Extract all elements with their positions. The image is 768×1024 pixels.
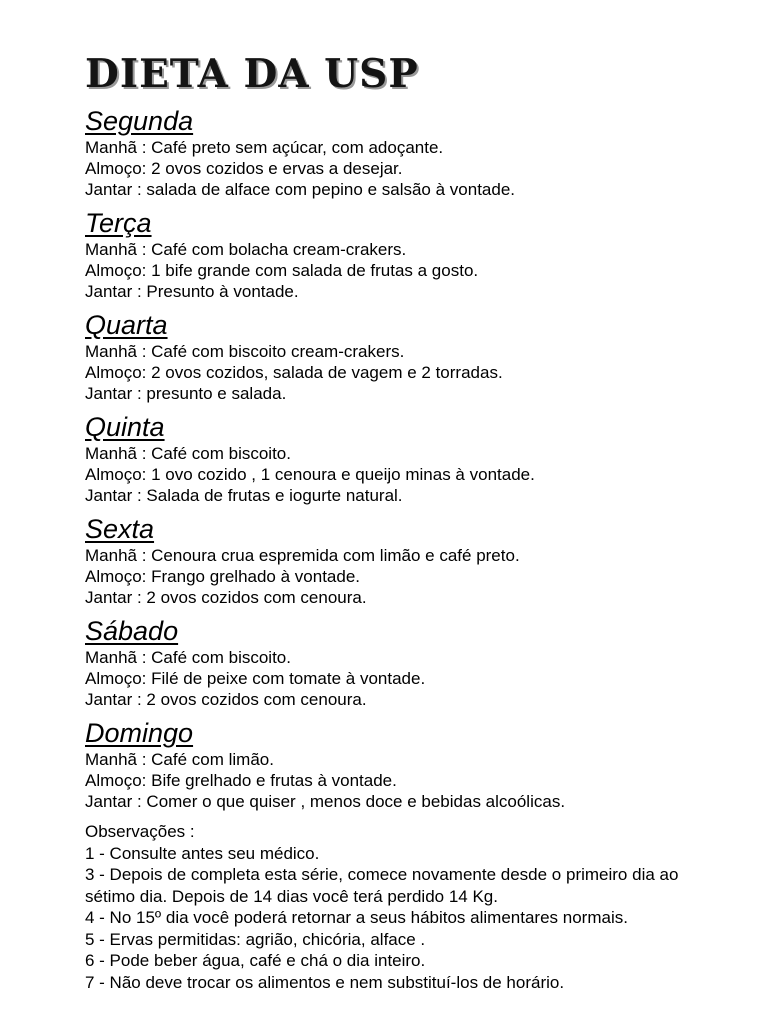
meal-line-jantar: Jantar : Presunto à vontade. [85, 282, 299, 301]
meal-line-almoco: Almoço: Frango grelhado à vontade. [85, 567, 361, 586]
day-heading-quinta: Quinta [85, 412, 165, 442]
observation-item-1: 1 - Consulte antes seu médico. [85, 843, 320, 863]
meal-line-manha: Manhã : Cenoura crua espremida com limão e café preto. [85, 546, 520, 565]
day-section-quinta [85, 414, 698, 506]
day-section-sabado [85, 618, 698, 710]
meal-line-manha: Manhã : Café com biscoito cream-crakers. [85, 342, 405, 361]
meal-line-jantar: Jantar : 2 ovos cozidos com cenoura. [85, 690, 367, 709]
day-heading-sabado: Sábado [85, 616, 179, 646]
day-heading-sexta: Sexta [85, 514, 155, 544]
meal-line-almoco: Almoço: 2 ovos cozidos e ervas a desejar. [85, 159, 403, 178]
meal-line-jantar: Jantar : 2 ovos cozidos com cenoura. [85, 588, 367, 607]
meal-line-almoco: Almoço: Bife grelhado e frutas à vontade. [85, 771, 397, 790]
meal-line-almoco: Almoço: 1 ovo cozido , 1 cenoura e queijo minas à vontade. [85, 465, 535, 484]
observation-item-3: 3 - Depois de completa esta série, comece novamente desde o primeiro dia ao sétimo dia. Depois de 14 dias você terá perdido 14 Kg. [85, 865, 679, 906]
meal-line-almoco: Almoço: 2 ovos cozidos, salada de vagem e 2 torradas. [85, 363, 503, 382]
day-heading-segunda: Segunda [85, 106, 194, 136]
day-heading-terca: Terça [85, 208, 152, 238]
meal-line-manha: Manhã : Café com bolacha cream-crakers. [85, 240, 407, 259]
observation-item-4: 4 - No 15º dia você poderá retornar a seus hábitos alimentares normais. [85, 908, 628, 927]
observations-section [85, 821, 697, 993]
day-heading-quarta: Quarta [85, 310, 168, 340]
day-section-segunda [85, 108, 698, 200]
day-section-sexta [85, 516, 698, 608]
meal-line-jantar: Jantar : Comer o que quiser , menos doce e bebidas alcoólicas. [85, 792, 566, 811]
meal-line-almoco: Almoço: Filé de peixe com tomate à vontade. [85, 669, 426, 688]
meal-line-manha: Manhã : Café com biscoito. [85, 444, 291, 463]
meal-line-almoco: Almoço: 1 bife grande com salada de frutas a gosto. [85, 261, 479, 280]
day-heading-domingo: Domingo [85, 718, 194, 748]
observation-item-7: 7 - Não deve trocar os alimentos e nem substituí-los de horário. [85, 972, 565, 992]
page-title: DIETA DA USP [85, 51, 419, 97]
day-section-domingo [85, 720, 698, 812]
observation-item-6: 6 - Pode beber água, café e chá o dia inteiro. [85, 951, 426, 970]
meal-line-jantar: Jantar : Salada de frutas e iogurte natural. [85, 486, 403, 505]
day-section-terca [85, 210, 698, 302]
observations-heading: Observações : [85, 822, 195, 841]
meal-line-jantar: Jantar : presunto e salada. [85, 384, 287, 403]
meal-line-manha: Manhã : Café com limão. [85, 750, 274, 769]
observation-item-5: 5 - Ervas permitidas: agrião, chicória, alface . [85, 929, 426, 949]
meal-line-manha: Manhã : Café com biscoito. [85, 648, 291, 667]
meal-line-manha: Manhã : Café preto sem açúcar, com adoçante. [85, 138, 444, 157]
day-section-quarta [85, 312, 698, 404]
meal-line-jantar: Jantar : salada de alface com pepino e salsão à vontade. [85, 180, 516, 199]
